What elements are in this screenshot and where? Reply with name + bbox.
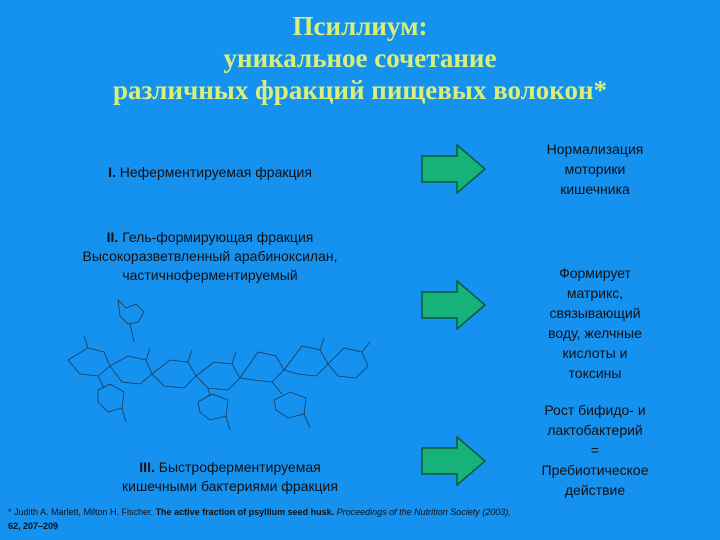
- result-2-line: воду, желчные: [548, 325, 642, 341]
- result-3-line: действие: [564, 482, 626, 498]
- result-2-line: связывающий: [549, 305, 641, 321]
- result-3-line: =: [590, 442, 600, 458]
- result-2-line: Формирует: [559, 265, 631, 281]
- result-3: [505, 400, 685, 500]
- fraction-3: [60, 458, 400, 496]
- fraction-3-heading: Быстроферментируемая: [158, 459, 321, 475]
- result-1-line: моторики: [564, 161, 626, 177]
- result-2-line: кислоты и: [562, 345, 628, 361]
- slide-title: [0, 10, 720, 106]
- arrow-right-icon: [421, 144, 487, 194]
- fraction-1-number: I.: [108, 164, 120, 180]
- fraction-3-line-2: кишечными бактериями фракция: [122, 478, 338, 494]
- title-line-1: Псиллиум:: [292, 11, 428, 41]
- fraction-2-number: II.: [106, 229, 123, 245]
- fraction-1-text: Неферментируемая фракция: [119, 164, 312, 180]
- title-line-3: различных фракций пищевых волокон*: [112, 75, 608, 105]
- fraction-1: [60, 163, 360, 182]
- fraction-2-line-3: частичноферментируемый: [122, 267, 298, 283]
- reference-volume: 62, 207–209: [8, 521, 59, 531]
- result-2: [505, 263, 685, 383]
- reference-title: The active fraction of psyllium seed husk.: [155, 507, 337, 517]
- arrow-right-icon: [421, 280, 487, 330]
- result-1-line: Нормализация: [546, 141, 644, 157]
- fraction-2-heading: Гель-формирующая фракция: [122, 229, 314, 245]
- result-3-line: Пребиотическое: [541, 462, 649, 478]
- reference-footnote: [8, 505, 712, 533]
- fraction-2: [30, 228, 390, 285]
- arrow-right-icon: [421, 436, 487, 486]
- result-2-line: матрикс,: [566, 285, 624, 301]
- title-line-2: уникальное сочетание: [223, 43, 497, 73]
- result-1: [505, 139, 685, 199]
- reference-authors: * Judith A. Marlett, Milton H. Fischer.: [8, 507, 156, 517]
- arabinoxylan-structure-diagram: [58, 290, 398, 450]
- result-3-line: Рост бифидо- и: [544, 402, 646, 418]
- fraction-2-line-2: Высокоразветвленный арабиноксилан,: [82, 248, 338, 264]
- result-3-line: лактобактерий: [547, 422, 643, 438]
- result-1-line: кишечника: [560, 181, 630, 197]
- fraction-3-number: III.: [139, 459, 159, 475]
- reference-journal: Proceedings of the Nutrition Society (2003),: [336, 507, 511, 517]
- result-2-line: токсины: [568, 365, 622, 381]
